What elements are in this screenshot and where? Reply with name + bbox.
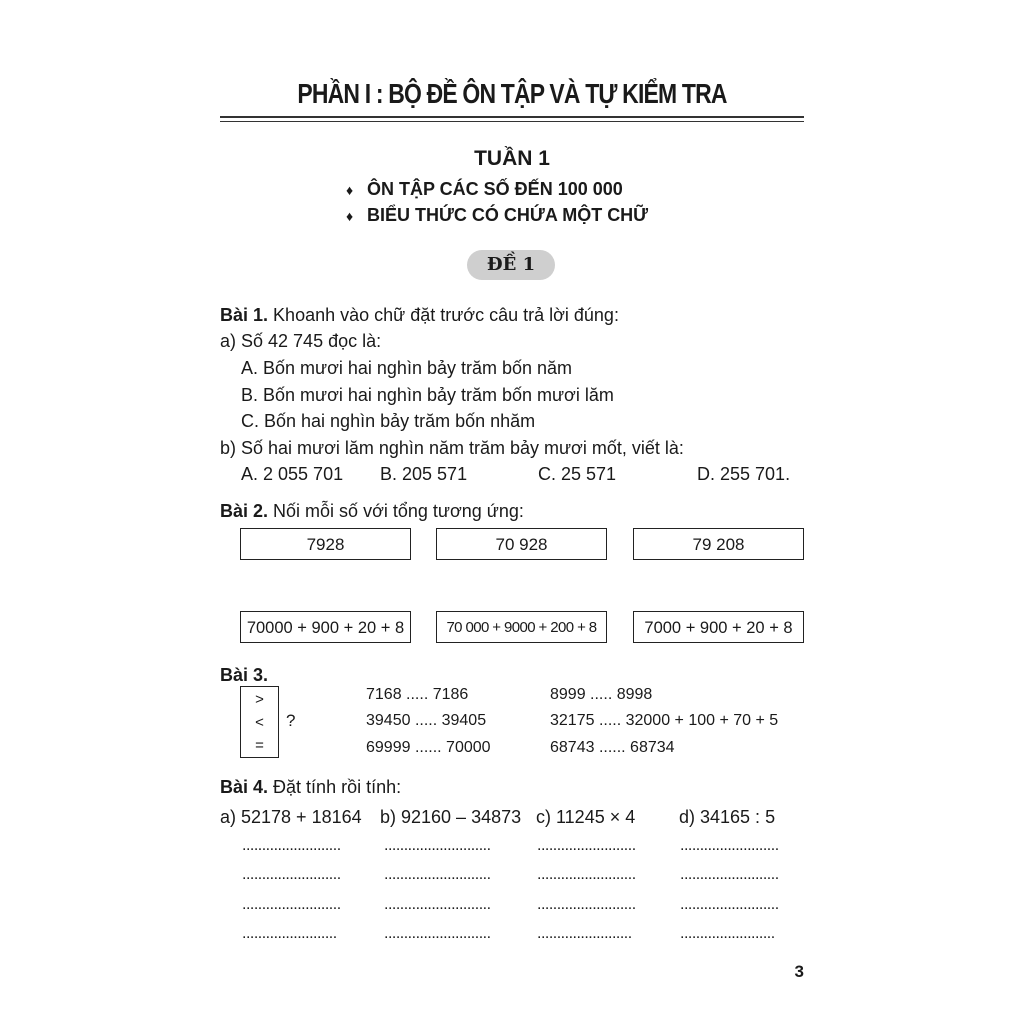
compare-left-1: 7168 ..... 7186 [366,686,469,703]
title-rule-thin [220,121,804,122]
answer-dots: ........................... [384,866,491,883]
bai4-problem-c: c) 11245 × 4 [536,807,636,827]
number-box-1: 7928 [240,528,411,560]
compare-left-2: 39450 ..... 39405 [366,712,487,729]
bai1-heading [220,304,619,326]
answer-dots: ......................... [680,866,779,883]
bai1-b-option-c: C. 25 571 [538,464,617,484]
bai4-heading [220,776,401,798]
answer-dots: ........................... [384,896,491,913]
topic-2-text: BIỂU THỨC CÓ CHỨA MỘT CHỮ [367,205,649,225]
bai1-a-option-b: B. Bốn mươi hai nghìn bảy trăm bốn mươi lăm [241,385,614,405]
answer-dots: ........................... [384,925,491,942]
bai4-problem-d: d) 34165 : 5 [679,807,776,827]
bai1-b-question: b) Số hai mươi lăm nghìn năm trăm bảy mươi mốt, viết là: [220,438,684,458]
equals-symbol: = [255,737,264,754]
bai3-label: Bài 3. [220,665,269,685]
diamond-bullet-icon: ♦ [346,208,354,224]
title-rule-thick [220,116,804,118]
page-number: 3 [794,962,804,981]
bai1-b-option-b: B. 205 571 [380,464,468,484]
bai4-instruction: Đặt tính rồi tính: [273,777,402,797]
bai2-heading [220,500,524,522]
part-title: PHẦN I : BỘ ĐỀ ÔN TẬP VÀ TỰ KIỂM TRA [297,78,727,109]
week-title: TUẦN 1 [474,147,550,170]
exam-label-badge: ĐỀ 1 [467,250,555,280]
compare-right-2: 32175 ..... 32000 + 100 + 70 + 5 [550,712,779,729]
answer-dots: ......................... [537,866,636,883]
answer-dots: ......................... [680,896,779,913]
bai2-label: Bài 2. [220,501,269,521]
answer-dots: ........................ [242,925,337,942]
bai1-b-option-a: A. 2 055 701 [241,464,344,484]
topic-1-text: ÔN TẬP CÁC SỐ ĐẾN 100 000 [367,179,623,199]
compare-left-3: 69999 ...... 70000 [366,739,491,756]
answer-dots: ......................... [537,896,636,913]
greater-than-symbol: > [255,691,264,708]
sum-box-2: 70 000 + 9000 + 200 + 8 [436,611,607,643]
answer-dots: ......................... [680,837,779,854]
bai4-problem-b: b) 92160 – 34873 [380,807,522,827]
topic-2 [346,205,648,226]
bai3-question-mark: ? [286,711,296,730]
compare-right-1: 8999 ..... 8998 [550,686,653,703]
sum-box-1: 70000 + 900 + 20 + 8 [240,611,411,643]
bai4-label: Bài 4. [220,777,269,797]
answer-dots: ......................... [242,837,341,854]
bai1-a-question: a) Số 42 745 đọc là: [220,331,382,351]
sum-box-3: 7000 + 900 + 20 + 8 [633,611,804,643]
less-than-symbol: < [255,714,264,731]
bai4-problem-a: a) 52178 + 18164 [220,807,362,827]
answer-dots: ........................ [537,925,632,942]
answer-dots: ........................ [680,925,775,942]
answer-dots: ......................... [242,896,341,913]
number-box-3: 79 208 [633,528,804,560]
answer-dots: ......................... [537,837,636,854]
answer-dots: ......................... [242,866,341,883]
bai2-instruction: Nối mỗi số với tổng tương ứng: [273,501,524,521]
bai1-a-option-c: C. Bốn hai nghìn bảy trăm bốn nhăm [241,411,536,431]
bai1-label: Bài 1. [220,305,269,325]
diamond-bullet-icon: ♦ [346,182,354,198]
number-box-2: 70 928 [436,528,607,560]
compare-right-3: 68743 ...... 68734 [550,739,675,756]
topic-1 [346,179,623,200]
answer-dots: ........................... [384,837,491,854]
comparison-symbol-box [240,686,279,758]
bai1-instruction: Khoanh vào chữ đặt trước câu trả lời đúng: [273,305,619,325]
bai1-a-option-a: A. Bốn mươi hai nghìn bảy trăm bốn năm [241,358,573,378]
bai1-b-option-d: D. 255 701. [697,464,791,484]
